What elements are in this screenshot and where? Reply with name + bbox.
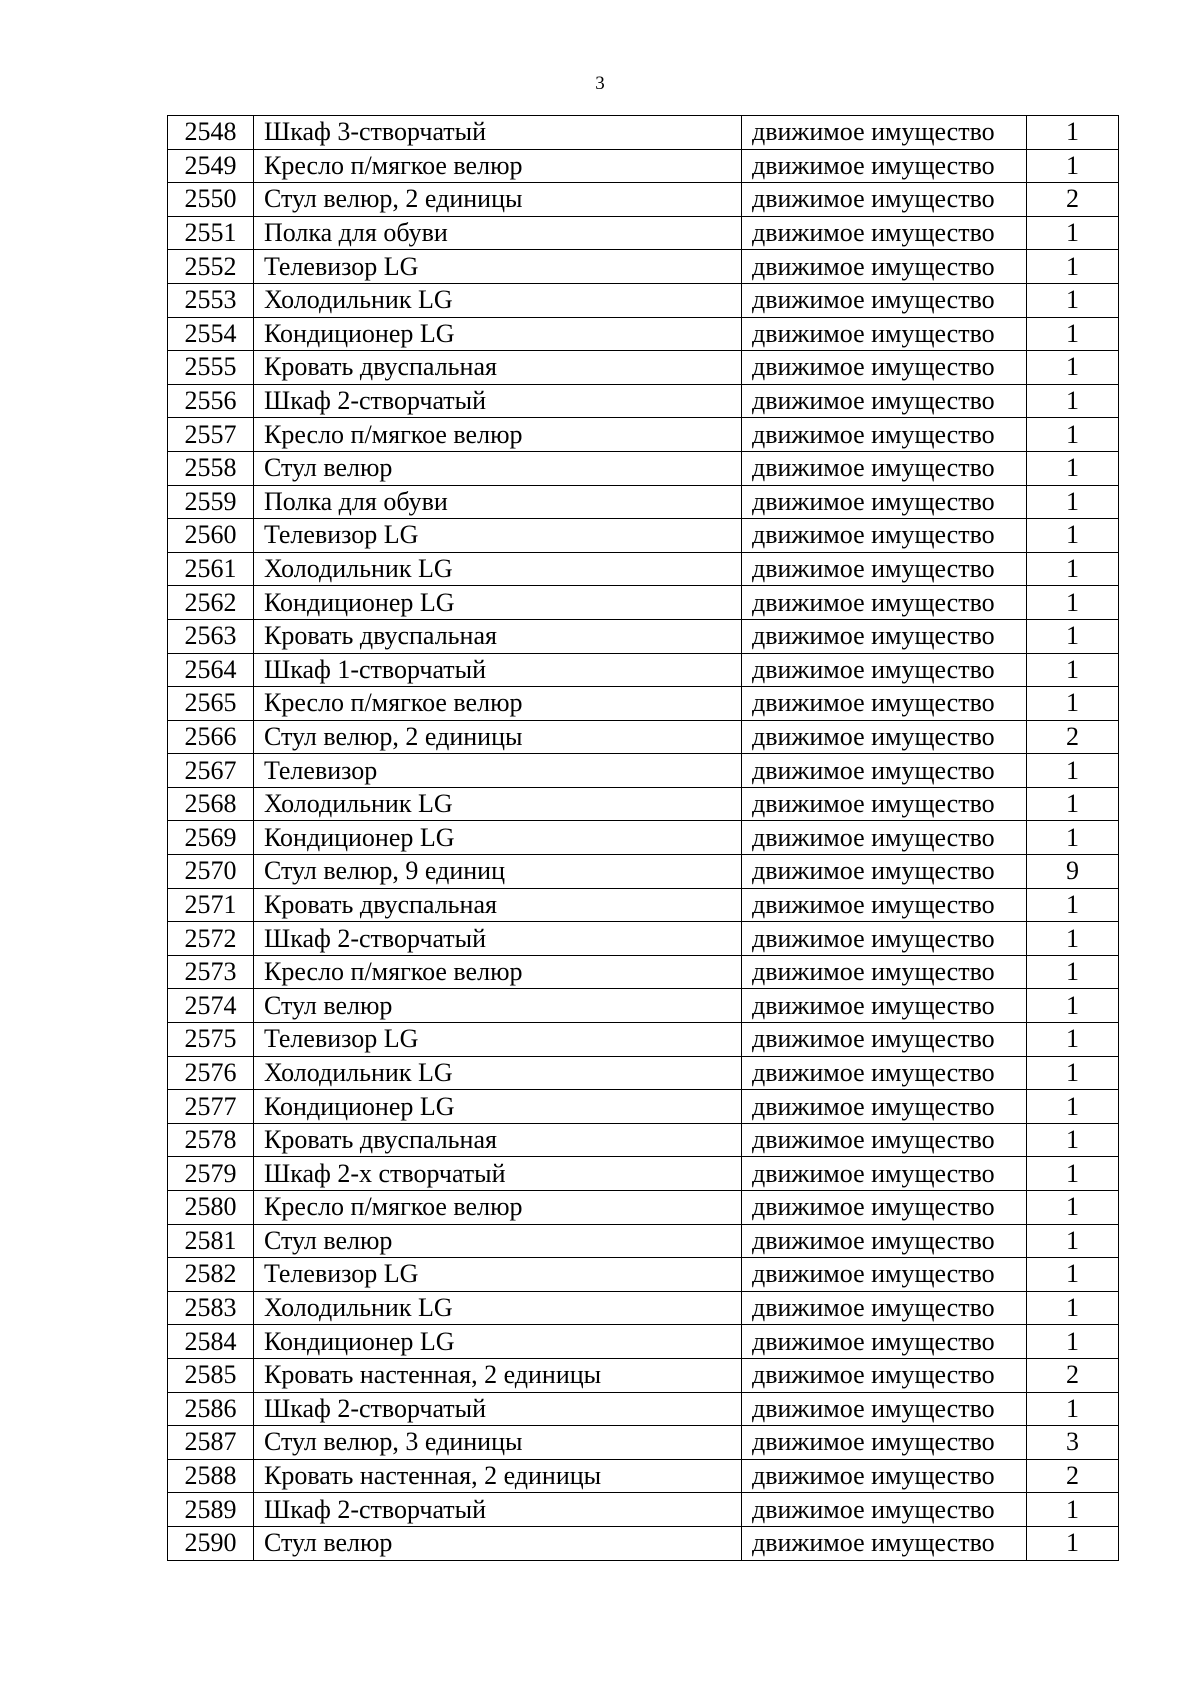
quantity-cell: 1 — [1027, 1224, 1119, 1258]
item-number-cell: 2559 — [168, 485, 254, 519]
item-number-cell: 2588 — [168, 1459, 254, 1493]
table-row — [168, 451, 1119, 485]
item-number-cell: 2569 — [168, 821, 254, 855]
quantity-cell: 2 — [1027, 1459, 1119, 1493]
table-row — [168, 351, 1119, 385]
item-number-cell: 2554 — [168, 317, 254, 351]
property-type-cell: движимое имущество — [742, 1056, 1027, 1090]
quantity-cell: 1 — [1027, 283, 1119, 317]
item-name-cell: Кровать настенная, 2 единицы — [254, 1459, 742, 1493]
item-name-cell: Телевизор — [254, 754, 742, 788]
item-number-cell: 2562 — [168, 586, 254, 620]
item-name-cell: Телевизор LG — [254, 1258, 742, 1292]
item-name-cell: Стул велюр — [254, 989, 742, 1023]
table-row — [168, 1392, 1119, 1426]
property-type-cell: движимое имущество — [742, 451, 1027, 485]
table-row — [168, 1325, 1119, 1359]
item-name-cell: Холодильник LG — [254, 787, 742, 821]
quantity-cell: 1 — [1027, 149, 1119, 183]
quantity-cell: 1 — [1027, 116, 1119, 150]
item-number-cell: 2549 — [168, 149, 254, 183]
item-number-cell: 2557 — [168, 418, 254, 452]
item-number-cell: 2576 — [168, 1056, 254, 1090]
item-name-cell: Холодильник LG — [254, 1291, 742, 1325]
item-number-cell: 2548 — [168, 116, 254, 150]
property-type-cell: движимое имущество — [742, 351, 1027, 385]
item-name-cell: Стул велюр, 3 единицы — [254, 1426, 742, 1460]
item-name-cell: Кровать двуспальная — [254, 619, 742, 653]
item-name-cell: Кондиционер LG — [254, 317, 742, 351]
table-row — [168, 888, 1119, 922]
page-number: 3 — [595, 73, 605, 94]
table-row — [168, 1157, 1119, 1191]
quantity-cell: 1 — [1027, 451, 1119, 485]
quantity-cell: 1 — [1027, 1056, 1119, 1090]
table-row — [168, 855, 1119, 889]
item-number-cell: 2568 — [168, 787, 254, 821]
item-number-cell: 2590 — [168, 1526, 254, 1560]
item-name-cell: Кровать двуспальная — [254, 1123, 742, 1157]
item-name-cell: Холодильник LG — [254, 552, 742, 586]
item-name-cell: Телевизор LG — [254, 519, 742, 553]
quantity-cell: 1 — [1027, 687, 1119, 721]
inventory-table — [167, 115, 1119, 1561]
table-row — [168, 1258, 1119, 1292]
table-row — [168, 1224, 1119, 1258]
table-row — [168, 586, 1119, 620]
inventory-table-body — [168, 116, 1119, 1561]
quantity-cell: 1 — [1027, 653, 1119, 687]
property-type-cell: движимое имущество — [742, 384, 1027, 418]
property-type-cell: движимое имущество — [742, 485, 1027, 519]
quantity-cell: 1 — [1027, 485, 1119, 519]
quantity-cell: 1 — [1027, 1258, 1119, 1292]
quantity-cell: 1 — [1027, 519, 1119, 553]
item-number-cell: 2587 — [168, 1426, 254, 1460]
item-name-cell: Стул велюр, 2 единицы — [254, 183, 742, 217]
item-number-cell: 2553 — [168, 283, 254, 317]
item-number-cell: 2573 — [168, 955, 254, 989]
quantity-cell: 1 — [1027, 586, 1119, 620]
table-row — [168, 1056, 1119, 1090]
item-number-cell: 2571 — [168, 888, 254, 922]
item-name-cell: Кондиционер LG — [254, 1325, 742, 1359]
item-name-cell: Холодильник LG — [254, 283, 742, 317]
table-row — [168, 1358, 1119, 1392]
property-type-cell: движимое имущество — [742, 116, 1027, 150]
table-row — [168, 787, 1119, 821]
table-row — [168, 1023, 1119, 1057]
table-row — [168, 418, 1119, 452]
item-name-cell: Полка для обуви — [254, 485, 742, 519]
property-type-cell: движимое имущество — [742, 1224, 1027, 1258]
quantity-cell: 3 — [1027, 1426, 1119, 1460]
quantity-cell: 1 — [1027, 1526, 1119, 1560]
item-name-cell: Стул велюр — [254, 451, 742, 485]
property-type-cell: движимое имущество — [742, 1258, 1027, 1292]
item-number-cell: 2563 — [168, 619, 254, 653]
property-type-cell: движимое имущество — [742, 1493, 1027, 1527]
table-row — [168, 619, 1119, 653]
table-row — [168, 149, 1119, 183]
property-type-cell: движимое имущество — [742, 653, 1027, 687]
table-row — [168, 821, 1119, 855]
quantity-cell: 1 — [1027, 1392, 1119, 1426]
item-number-cell: 2567 — [168, 754, 254, 788]
table-row — [168, 485, 1119, 519]
item-name-cell: Кресло п/мягкое велюр — [254, 955, 742, 989]
quantity-cell: 1 — [1027, 317, 1119, 351]
item-number-cell: 2583 — [168, 1291, 254, 1325]
quantity-cell: 1 — [1027, 1123, 1119, 1157]
quantity-cell: 2 — [1027, 183, 1119, 217]
item-number-cell: 2580 — [168, 1191, 254, 1225]
table-row — [168, 1191, 1119, 1225]
item-number-cell: 2561 — [168, 552, 254, 586]
quantity-cell: 1 — [1027, 1291, 1119, 1325]
quantity-cell: 1 — [1027, 888, 1119, 922]
quantity-cell: 1 — [1027, 250, 1119, 284]
item-number-cell: 2574 — [168, 989, 254, 1023]
item-name-cell: Шкаф 1-створчатый — [254, 653, 742, 687]
item-number-cell: 2551 — [168, 216, 254, 250]
table-row — [168, 1493, 1119, 1527]
item-number-cell: 2575 — [168, 1023, 254, 1057]
item-number-cell: 2560 — [168, 519, 254, 553]
property-type-cell: движимое имущество — [742, 787, 1027, 821]
item-number-cell: 2579 — [168, 1157, 254, 1191]
item-number-cell: 2570 — [168, 855, 254, 889]
item-name-cell: Кровать двуспальная — [254, 351, 742, 385]
item-name-cell: Кровать настенная, 2 единицы — [254, 1358, 742, 1392]
property-type-cell: движимое имущество — [742, 183, 1027, 217]
item-number-cell: 2581 — [168, 1224, 254, 1258]
table-row — [168, 1426, 1119, 1460]
quantity-cell: 1 — [1027, 955, 1119, 989]
quantity-cell: 1 — [1027, 1157, 1119, 1191]
table-row — [168, 384, 1119, 418]
item-number-cell: 2577 — [168, 1090, 254, 1124]
item-number-cell: 2558 — [168, 451, 254, 485]
quantity-cell: 2 — [1027, 720, 1119, 754]
property-type-cell: движимое имущество — [742, 888, 1027, 922]
property-type-cell: движимое имущество — [742, 1392, 1027, 1426]
item-name-cell: Шкаф 2-створчатый — [254, 1392, 742, 1426]
table-row — [168, 1459, 1119, 1493]
table-row — [168, 653, 1119, 687]
table-row — [168, 1526, 1119, 1560]
table-row — [168, 687, 1119, 721]
property-type-cell: движимое имущество — [742, 922, 1027, 956]
quantity-cell: 1 — [1027, 922, 1119, 956]
table-row — [168, 989, 1119, 1023]
item-name-cell: Кондиционер LG — [254, 586, 742, 620]
property-type-cell: движимое имущество — [742, 1459, 1027, 1493]
item-name-cell: Стул велюр, 2 единицы — [254, 720, 742, 754]
property-type-cell: движимое имущество — [742, 1090, 1027, 1124]
table-row — [168, 183, 1119, 217]
quantity-cell: 1 — [1027, 351, 1119, 385]
quantity-cell: 1 — [1027, 821, 1119, 855]
item-number-cell: 2550 — [168, 183, 254, 217]
property-type-cell: движимое имущество — [742, 552, 1027, 586]
property-type-cell: движимое имущество — [742, 1191, 1027, 1225]
property-type-cell: движимое имущество — [742, 317, 1027, 351]
quantity-cell: 9 — [1027, 855, 1119, 889]
item-number-cell: 2586 — [168, 1392, 254, 1426]
table-row — [168, 955, 1119, 989]
item-name-cell: Кресло п/мягкое велюр — [254, 687, 742, 721]
item-name-cell: Холодильник LG — [254, 1056, 742, 1090]
quantity-cell: 1 — [1027, 619, 1119, 653]
item-number-cell: 2565 — [168, 687, 254, 721]
table-row — [168, 1291, 1119, 1325]
quantity-cell: 1 — [1027, 418, 1119, 452]
item-name-cell: Телевизор LG — [254, 250, 742, 284]
item-number-cell: 2589 — [168, 1493, 254, 1527]
item-name-cell: Полка для обуви — [254, 216, 742, 250]
item-number-cell: 2552 — [168, 250, 254, 284]
table-row — [168, 250, 1119, 284]
item-number-cell: 2584 — [168, 1325, 254, 1359]
table-row — [168, 552, 1119, 586]
table-row — [168, 1090, 1119, 1124]
quantity-cell: 1 — [1027, 216, 1119, 250]
property-type-cell: движимое имущество — [742, 754, 1027, 788]
quantity-cell: 1 — [1027, 384, 1119, 418]
item-number-cell: 2572 — [168, 922, 254, 956]
property-type-cell: движимое имущество — [742, 418, 1027, 452]
property-type-cell: движимое имущество — [742, 1291, 1027, 1325]
item-name-cell: Стул велюр — [254, 1224, 742, 1258]
property-type-cell: движимое имущество — [742, 855, 1027, 889]
property-type-cell: движимое имущество — [742, 955, 1027, 989]
table-row — [168, 754, 1119, 788]
item-name-cell: Шкаф 2-створчатый — [254, 1493, 742, 1527]
property-type-cell: движимое имущество — [742, 519, 1027, 553]
quantity-cell: 1 — [1027, 1023, 1119, 1057]
item-name-cell: Кровать двуспальная — [254, 888, 742, 922]
item-number-cell: 2578 — [168, 1123, 254, 1157]
quantity-cell: 1 — [1027, 1090, 1119, 1124]
item-number-cell: 2582 — [168, 1258, 254, 1292]
item-name-cell: Шкаф 2-х створчатый — [254, 1157, 742, 1191]
property-type-cell: движимое имущество — [742, 1426, 1027, 1460]
property-type-cell: движимое имущество — [742, 1157, 1027, 1191]
table-row — [168, 922, 1119, 956]
quantity-cell: 1 — [1027, 1493, 1119, 1527]
table-row — [168, 216, 1119, 250]
item-name-cell: Шкаф 2-створчатый — [254, 384, 742, 418]
table-row — [168, 519, 1119, 553]
quantity-cell: 1 — [1027, 552, 1119, 586]
table-row — [168, 317, 1119, 351]
table-row — [168, 283, 1119, 317]
item-number-cell: 2585 — [168, 1358, 254, 1392]
item-name-cell: Шкаф 3-створчатый — [254, 116, 742, 150]
item-number-cell: 2564 — [168, 653, 254, 687]
quantity-cell: 1 — [1027, 1191, 1119, 1225]
property-type-cell: движимое имущество — [742, 1358, 1027, 1392]
property-type-cell: движимое имущество — [742, 619, 1027, 653]
property-type-cell: движимое имущество — [742, 1123, 1027, 1157]
item-name-cell: Кресло п/мягкое велюр — [254, 1191, 742, 1225]
item-number-cell: 2555 — [168, 351, 254, 385]
table-row — [168, 1123, 1119, 1157]
property-type-cell: движимое имущество — [742, 1526, 1027, 1560]
property-type-cell: движимое имущество — [742, 149, 1027, 183]
item-number-cell: 2556 — [168, 384, 254, 418]
property-type-cell: движимое имущество — [742, 586, 1027, 620]
item-name-cell: Телевизор LG — [254, 1023, 742, 1057]
item-name-cell: Кресло п/мягкое велюр — [254, 149, 742, 183]
item-name-cell: Кресло п/мягкое велюр — [254, 418, 742, 452]
quantity-cell: 1 — [1027, 754, 1119, 788]
quantity-cell: 1 — [1027, 989, 1119, 1023]
quantity-cell: 1 — [1027, 1325, 1119, 1359]
property-type-cell: движимое имущество — [742, 720, 1027, 754]
property-type-cell: движимое имущество — [742, 821, 1027, 855]
property-type-cell: движимое имущество — [742, 250, 1027, 284]
item-number-cell: 2566 — [168, 720, 254, 754]
property-type-cell: движимое имущество — [742, 1023, 1027, 1057]
property-type-cell: движимое имущество — [742, 283, 1027, 317]
table-row — [168, 116, 1119, 150]
quantity-cell: 2 — [1027, 1358, 1119, 1392]
table-row — [168, 720, 1119, 754]
item-name-cell: Шкаф 2-створчатый — [254, 922, 742, 956]
property-type-cell: движимое имущество — [742, 1325, 1027, 1359]
quantity-cell: 1 — [1027, 787, 1119, 821]
property-type-cell: движимое имущество — [742, 216, 1027, 250]
item-name-cell: Кондиционер LG — [254, 1090, 742, 1124]
item-name-cell: Кондиционер LG — [254, 821, 742, 855]
property-type-cell: движимое имущество — [742, 989, 1027, 1023]
item-name-cell: Стул велюр, 9 единиц — [254, 855, 742, 889]
item-name-cell: Стул велюр — [254, 1526, 742, 1560]
property-type-cell: движимое имущество — [742, 687, 1027, 721]
